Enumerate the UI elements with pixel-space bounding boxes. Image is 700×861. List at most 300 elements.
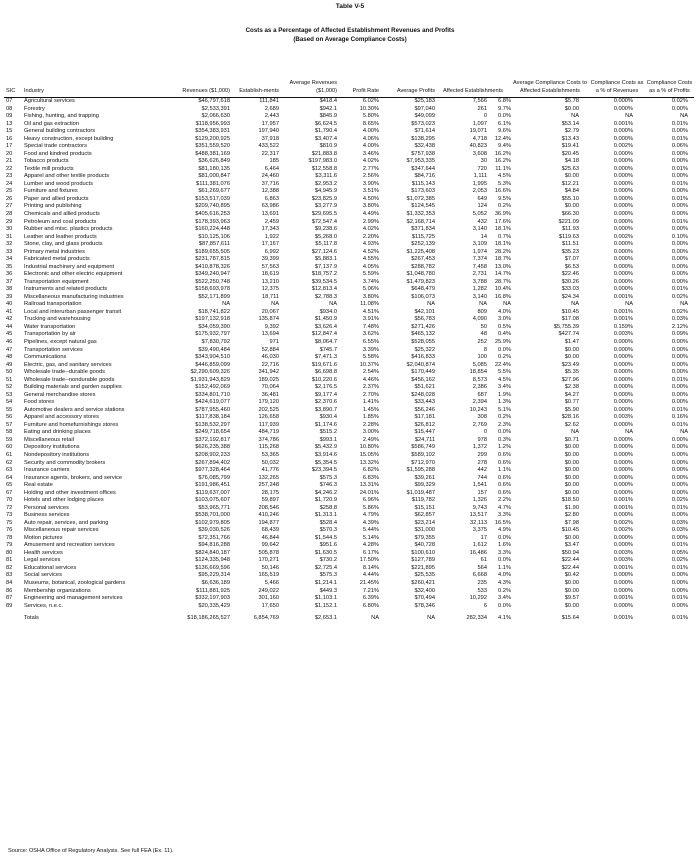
cell-profit-rate: 4.51%	[362, 308, 379, 315]
cell-establishments: 37,918	[261, 135, 279, 142]
cell-industry: Local and interurban passenger transit	[24, 308, 122, 315]
cell-industry: Health services	[24, 549, 63, 556]
table-row	[4, 580, 694, 588]
cell-avg-revenues: $29,695.5	[311, 210, 337, 217]
cell-affected: 533	[477, 587, 487, 594]
cell-establishments: 189,025	[258, 376, 279, 383]
cell-sic: 57	[6, 421, 13, 428]
cell-affected-pct: 0.6%	[498, 482, 511, 489]
cell-industry: Paper and allied products	[24, 195, 89, 202]
cell-avg-revenues: $3,407.4	[314, 135, 337, 142]
cell-avg-revenues: $515.2	[319, 429, 337, 436]
cell-affected-pct: 17.6%	[494, 218, 511, 225]
cell-affected: 7,374	[472, 256, 487, 263]
cell-profit-rate: 3.90%	[362, 180, 379, 187]
cell-avg-compliance: $9.57	[564, 595, 579, 602]
cell-pct-profits: 2.12%	[671, 323, 688, 330]
cell-revenues: $267,894,402	[195, 459, 230, 466]
cell-establishments: 5,466	[264, 580, 279, 586]
cell-avg-profits: $97,040	[414, 105, 435, 112]
table-row	[4, 369, 694, 377]
cell-pct-profits: 0.00%	[671, 467, 688, 474]
cell-pct-profits: 0.00%	[671, 354, 688, 361]
cell-revenues: $111,881,925	[196, 587, 230, 594]
cell-establishments: 301,160	[258, 595, 279, 602]
cell-avg-profits: $260,421	[411, 580, 435, 586]
table-row	[4, 392, 694, 400]
table-row	[4, 128, 694, 136]
cell-sic: 41	[6, 308, 13, 315]
cell-profit-rate: 5.58%	[362, 354, 379, 361]
cell-industry: Business services	[24, 512, 70, 519]
cell-establishments: 53,365	[261, 451, 279, 458]
cell-sic: 78	[6, 534, 13, 541]
table-row	[4, 219, 694, 227]
cell-avg-profits: $1,595,288	[406, 467, 435, 474]
cell-avg-compliance: $4.84	[564, 188, 579, 195]
cell-avg-profits: $15,447	[414, 429, 435, 436]
cell-avg-compliance: $10.45	[561, 527, 579, 534]
cell-avg-compliance: $5.90	[564, 406, 579, 413]
table-row	[4, 113, 694, 121]
cell-sic: 46	[6, 339, 13, 345]
cell-avg-compliance: $18.50	[561, 497, 579, 504]
cell-avg-compliance: $12.21	[561, 180, 579, 187]
cell-affected-pct: 16.2%	[494, 150, 511, 157]
cell-avg-profits: $25,183	[414, 98, 435, 104]
cell-affected: 261	[477, 105, 487, 112]
table-row	[4, 354, 694, 362]
cell-establishments: 18,619	[261, 271, 279, 278]
cell-avg-compliance: $0.00	[564, 444, 579, 451]
cell-establishments: 1,922	[264, 233, 279, 240]
cell-establishments: 20,067	[261, 308, 279, 315]
cell-pct-revenues: 0.000%	[613, 241, 633, 248]
cell-sic: 50	[6, 369, 13, 376]
cell-sic: 42	[6, 316, 13, 323]
cell-profit-rate: 10.30%	[359, 105, 379, 112]
table-row	[4, 271, 694, 279]
cell-establishments: 117,939	[258, 421, 279, 428]
cell-pct-revenues: 0.000%	[613, 391, 633, 398]
cell-pct-profits: 0.00%	[671, 158, 688, 165]
cell-avg-profits: $267,453	[411, 256, 435, 263]
table-row	[4, 429, 694, 437]
cell-avg-revenues: $575.3	[319, 474, 337, 481]
cell-affected: 8,573	[472, 376, 487, 383]
cell-establishments: 36,481	[261, 391, 279, 398]
cell-pct-profits: 0.00%	[671, 444, 688, 451]
cell-affected: 308	[477, 414, 487, 421]
cell-establishments: 135,874	[258, 316, 279, 323]
cell-pct-profits: 0.01%	[671, 504, 688, 511]
cell-industry: Food stores	[24, 399, 55, 406]
cell-revenues: $175,932,797	[195, 331, 230, 338]
cell-pct-profits: 0.00%	[671, 226, 688, 233]
cell-sic: 65	[6, 482, 13, 489]
cell-sic: 47	[6, 346, 13, 353]
cell-avg-profits: $586,749	[411, 444, 435, 451]
cell-affected-pct: 0.2%	[498, 414, 511, 421]
cell-affected-pct: 1.1%	[498, 564, 511, 571]
cell-affected-pct: 10.4%	[494, 286, 511, 293]
cell-industry: Transportation by air	[24, 331, 76, 338]
cell-affected: 100	[477, 354, 487, 361]
cell-revenues: $189,655,505	[195, 248, 230, 255]
cell-avg-profits: $528,055	[411, 339, 435, 345]
cell-sic: 75	[6, 519, 13, 526]
cell-affected-pct: 3.4%	[498, 384, 511, 391]
cell-pct-revenues: 0.000%	[613, 210, 633, 217]
cell-revenues: $372,192,817	[195, 436, 230, 443]
cell-industry: Social services	[24, 572, 62, 579]
cell-profit-rate: 4.39%	[362, 519, 379, 526]
cell-establishments: 208,546	[258, 504, 279, 511]
table-row	[4, 603, 694, 611]
cell-revenues: $1,931,943,829	[190, 376, 230, 383]
cell-sic: 61	[6, 451, 13, 458]
cell-affected-pct: 18.1%	[494, 226, 511, 233]
cell-profit-rate: 13.32%	[359, 459, 379, 466]
totals-revenues: $18,186,265,527	[187, 614, 230, 621]
cell-affected-pct: 9.6%	[498, 128, 511, 135]
cell-industry: Building materials and garden supplies	[24, 384, 122, 391]
cell-pct-revenues: 0.000%	[613, 451, 633, 458]
cell-avg-profits: $127,789	[411, 557, 435, 564]
source-note: Source: OSHA Office of Regulatory Analysis. See full FEA (Ex. 11).	[8, 848, 174, 854]
cell-sic: 24	[6, 180, 13, 187]
cell-avg-revenues: $1,450.9	[314, 316, 337, 323]
cell-pct-revenues: 0.000%	[613, 474, 633, 481]
cell-profit-rate: 2.54%	[362, 369, 379, 376]
cell-avg-profits: $15,151	[414, 504, 435, 511]
cell-establishments: 13,694	[261, 331, 279, 338]
table-row	[4, 234, 694, 242]
cell-affected: 809	[477, 308, 487, 315]
cell-affected: 10,292	[469, 595, 487, 602]
cell-revenues: $6,636,189	[201, 580, 230, 586]
totals-row	[4, 610, 694, 623]
table-row	[4, 196, 694, 204]
cell-revenues: $2,533,391	[201, 105, 230, 112]
cell-revenues: $129,200,925	[195, 135, 230, 142]
cell-affected: 40,823	[469, 143, 487, 150]
table-row	[4, 490, 694, 498]
cell-pct-revenues: 0.000%	[613, 150, 633, 157]
cell-affected: 1,612	[472, 542, 487, 549]
cell-establishments: 126,658	[258, 414, 279, 421]
cell-affected-pct: 0.3%	[498, 436, 511, 443]
cell-avg-compliance: $4.27	[564, 391, 579, 398]
cell-pct-revenues: 0.003%	[613, 549, 633, 556]
cell-industry: General merchandise stores	[24, 391, 96, 398]
cell-profit-rate: 5.06%	[362, 286, 379, 293]
cell-profit-rate: 4.05%	[362, 263, 379, 270]
cell-avg-profits: $173,603	[411, 188, 435, 195]
cell-sic: 37	[6, 278, 13, 285]
cell-revenues: $334,801,710	[195, 391, 230, 398]
cell-affected: 1,282	[472, 286, 487, 293]
cell-affected: 5,085	[472, 361, 487, 368]
cell-affected-pct: 28.7%	[494, 278, 511, 285]
cell-pct-profits: 0.09%	[671, 331, 688, 338]
cell-revenues: $410,878,326	[195, 263, 230, 270]
cell-pct-profits: 0.06%	[671, 143, 688, 150]
table-body	[4, 98, 694, 611]
cell-avg-profits: $465,132	[411, 331, 435, 338]
cell-avg-revenues: $745.7	[319, 346, 337, 353]
cell-profit-rate: 17.50%	[359, 557, 379, 564]
cell-sic: 35	[6, 263, 13, 270]
table-row	[4, 414, 694, 422]
cell-avg-compliance: $0.00	[564, 467, 579, 474]
cell-pct-profits: 0.00%	[671, 128, 688, 135]
cell-avg-profits: $170,449	[411, 369, 435, 376]
cell-industry: Pipelines, except natural gas	[24, 339, 97, 345]
cell-pct-revenues: 0.000%	[613, 482, 633, 489]
cell-pct-revenues: 0.000%	[613, 534, 633, 541]
cell-avg-profits: $23,214	[414, 519, 435, 526]
cell-profit-rate: 4.02%	[362, 158, 379, 165]
cell-industry: Personal services	[24, 504, 69, 511]
cell-profit-rate: 21.45%	[359, 580, 379, 586]
cell-avg-compliance: $2.80	[564, 512, 579, 519]
cell-pct-profits: 0.02%	[671, 308, 688, 315]
cell-profit-rate: 3.00%	[362, 429, 379, 436]
cell-profit-rate: 4.49%	[362, 210, 379, 217]
cell-affected-pct: 1.1%	[498, 467, 511, 474]
cell-affected: 1,995	[472, 180, 487, 187]
cell-pct-revenues: 0.000%	[613, 135, 633, 142]
cell-industry: Lumber and wood products	[24, 180, 93, 187]
cell-establishments: 28,175	[261, 489, 279, 496]
cell-profit-rate: 24.01%	[359, 489, 379, 496]
cell-pct-revenues: 0.000%	[613, 436, 633, 443]
cell-affected-pct: 0.4%	[498, 331, 511, 338]
cell-sic: 45	[6, 331, 13, 338]
cell-sic: 07	[6, 98, 13, 104]
table-row	[4, 339, 694, 347]
cell-affected-pct: 3.3%	[498, 512, 511, 519]
cell-sic: 13	[6, 120, 13, 127]
cell-profit-rate: 2.20%	[362, 233, 379, 240]
header-affected: Affected Establishments	[443, 87, 503, 94]
data-table	[4, 80, 694, 623]
cell-affected-pct: 0.6%	[498, 459, 511, 466]
cell-sic: 80	[6, 549, 13, 556]
cell-establishments: 18,711	[262, 293, 279, 300]
cell-sic: 16	[6, 135, 13, 142]
cell-affected-pct: NA	[503, 301, 511, 308]
cell-revenues: $81,000,847	[198, 173, 230, 180]
cell-avg-profits: $40,728	[414, 542, 435, 549]
cell-avg-revenues: $10,220.6	[311, 376, 337, 383]
cell-profit-rate: 4.02%	[362, 226, 379, 233]
cell-sic: 63	[6, 467, 13, 474]
cell-avg-profits: $84,716	[414, 173, 435, 180]
cell-avg-compliance: NA	[571, 429, 579, 436]
cell-affected-pct: 5.5%	[498, 369, 511, 376]
cell-industry: Motion pictures	[24, 534, 63, 541]
cell-revenues: $153,517,039	[195, 195, 230, 202]
cell-avg-revenues: $528.4	[319, 519, 337, 526]
cell-pct-revenues: 0.000%	[613, 361, 633, 368]
cell-affected-pct: 0.6%	[498, 451, 511, 458]
table-row	[4, 362, 694, 370]
cell-avg-profits: $25,322	[414, 346, 435, 353]
cell-profit-rate: 2.28%	[362, 421, 379, 428]
cell-pct-profits: 0.00%	[671, 602, 688, 609]
cell-affected-pct: 0.2%	[498, 354, 511, 361]
cell-avg-compliance: $22.44	[561, 564, 579, 571]
cell-industry: Fishing, hunting, and trapping	[24, 113, 99, 120]
cell-affected: 1,326	[472, 497, 487, 504]
cell-profit-rate: 2.37%	[362, 384, 379, 391]
cell-pct-revenues: 0.000%	[613, 218, 633, 225]
cell-avg-profits: $248,028	[411, 391, 435, 398]
cell-affected-pct: 22.4%	[494, 361, 511, 368]
cell-pct-profits: 0.02%	[671, 497, 688, 504]
cell-affected-pct: 16.5%	[494, 519, 511, 526]
cell-avg-profits: $416,833	[411, 354, 435, 361]
cell-affected: 744	[477, 474, 487, 481]
cell-avg-revenues: $730.2	[319, 557, 337, 564]
cell-pct-profits: 0.01%	[671, 595, 688, 602]
cell-affected-pct: 28.2%	[494, 248, 511, 255]
cell-sic: 49	[6, 361, 13, 368]
cell-profit-rate: 3.46%	[362, 150, 379, 157]
cell-avg-revenues: $934.0	[319, 308, 337, 315]
table-row	[4, 309, 694, 317]
cell-avg-revenues: $258.8	[319, 504, 337, 511]
cell-establishments: 197,940	[258, 128, 279, 135]
cell-affected-pct: 6.8%	[498, 98, 511, 104]
table-row	[4, 467, 694, 475]
cell-pct-profits: 0.00%	[671, 241, 688, 248]
cell-establishments: 17,167	[261, 241, 279, 248]
cell-affected: 687	[477, 391, 487, 398]
cell-avg-compliance: $427.74	[558, 331, 579, 338]
table-subtitle	[0, 26, 700, 44]
cell-industry: Museums, botanical, zoological gardens	[24, 580, 126, 586]
cell-sic: 87	[6, 595, 13, 602]
cell-avg-compliance: $13.43	[561, 135, 579, 142]
cell-avg-profits: $221,895	[411, 564, 435, 571]
table-row	[4, 482, 694, 490]
cell-avg-profits: $1,332,353	[406, 210, 435, 217]
cell-revenues: $7,830,792	[201, 339, 230, 345]
cell-avg-compliance: $53.14	[561, 120, 579, 127]
cell-avg-revenues: $5,268.0	[314, 233, 337, 240]
cell-avg-compliance: $22.44	[561, 557, 579, 564]
cell-avg-profits: $70,494	[414, 595, 435, 602]
cell-pct-revenues: 0.002%	[613, 519, 633, 526]
cell-avg-profits: $51,621	[414, 384, 435, 391]
cell-revenues: $231,787,815	[195, 256, 230, 263]
cell-sic: 34	[6, 256, 13, 263]
cell-pct-revenues: 0.000%	[613, 512, 633, 519]
cell-affected: NA	[479, 301, 487, 308]
cell-avg-compliance: $33.03	[561, 286, 579, 293]
cell-pct-revenues: 0.000%	[613, 278, 633, 285]
cell-establishments: NA	[271, 301, 279, 308]
cell-sic: 40	[6, 301, 13, 308]
cell-revenues: NA	[222, 301, 230, 308]
cell-revenues: $424,619,077	[195, 399, 230, 406]
cell-profit-rate: 8.14%	[362, 564, 379, 571]
cell-industry: Furniture and homefurnishings stores	[24, 421, 119, 428]
cell-industry: Legal services	[24, 557, 61, 564]
cell-pct-revenues: 0.001%	[613, 120, 633, 127]
cell-affected: 432	[477, 218, 487, 225]
cell-pct-revenues: 0.000%	[613, 602, 633, 609]
table-row	[4, 550, 694, 558]
cell-affected: 299	[477, 451, 487, 458]
cell-establishments: 170,271	[258, 557, 279, 564]
cell-industry: Petroleum and coal products	[24, 218, 97, 225]
cell-avg-revenues: $1,103.1	[314, 595, 337, 602]
cell-revenues: $111,381,076	[196, 180, 230, 187]
cell-pct-revenues: 0.000%	[613, 369, 633, 376]
cell-pct-profits: NA	[680, 429, 688, 436]
cell-affected-pct: 0.0%	[498, 429, 511, 436]
cell-avg-revenues: $951.6	[319, 542, 337, 549]
table-row	[4, 535, 694, 543]
cell-affected-pct: 0.5%	[498, 323, 511, 330]
table-row	[4, 249, 694, 257]
cell-profit-rate: 6.82%	[362, 467, 379, 474]
cell-pct-profits: 0.10%	[671, 233, 688, 240]
header-pct-profits: Compliance Costs as a % of Profits	[646, 80, 693, 94]
cell-avg-compliance: $30.26	[561, 278, 579, 285]
cell-affected: 3,140	[472, 293, 487, 300]
cell-sic: 31	[6, 233, 13, 240]
cell-pct-revenues: 0.000%	[613, 384, 633, 391]
cell-profit-rate: 6.80%	[362, 602, 379, 609]
cell-avg-compliance: $0.00	[564, 451, 579, 458]
cell-profit-rate: 2.49%	[362, 436, 379, 443]
cell-pct-profits: 0.01%	[671, 218, 688, 225]
cell-affected-pct: 1.9%	[498, 391, 511, 398]
cell-avg-revenues: $19,671.6	[311, 361, 337, 368]
cell-avg-compliance: $0.00	[564, 354, 579, 361]
cell-establishments: 17,650	[261, 602, 279, 609]
cell-profit-rate: 3.51%	[362, 188, 379, 195]
cell-establishments: 115,268	[258, 444, 279, 451]
cell-pct-profits: 0.00%	[671, 369, 688, 376]
table-title: Table V-5	[335, 3, 365, 10]
cell-pct-profits: 0.00%	[671, 105, 688, 112]
table-row	[4, 173, 694, 181]
cell-avg-revenues: $1,214.1	[314, 580, 337, 586]
cell-revenues: $2,290,609,326	[190, 369, 230, 376]
cell-revenues: $191,986,451	[195, 482, 230, 489]
cell-sic: 84	[6, 580, 13, 586]
cell-profit-rate: 4.50%	[362, 195, 379, 202]
cell-establishments: 70,064	[261, 384, 279, 391]
cell-establishments: 6,863	[264, 195, 279, 202]
cell-industry: Miscellaneous repair services	[24, 527, 99, 534]
cell-avg-revenues: $5,117.8	[315, 241, 337, 248]
cell-pct-profits: 0.00%	[671, 339, 688, 345]
cell-avg-compliance: $0.00	[564, 203, 579, 210]
cell-pct-profits: 0.00%	[671, 399, 688, 406]
cell-affected: 18,854	[469, 369, 487, 376]
cell-pct-profits: 0.00%	[671, 278, 688, 285]
cell-avg-revenues: $930.4	[319, 414, 337, 421]
cell-avg-revenues: $18,757.2	[311, 271, 337, 278]
totals-affected: 282,334	[466, 614, 487, 621]
